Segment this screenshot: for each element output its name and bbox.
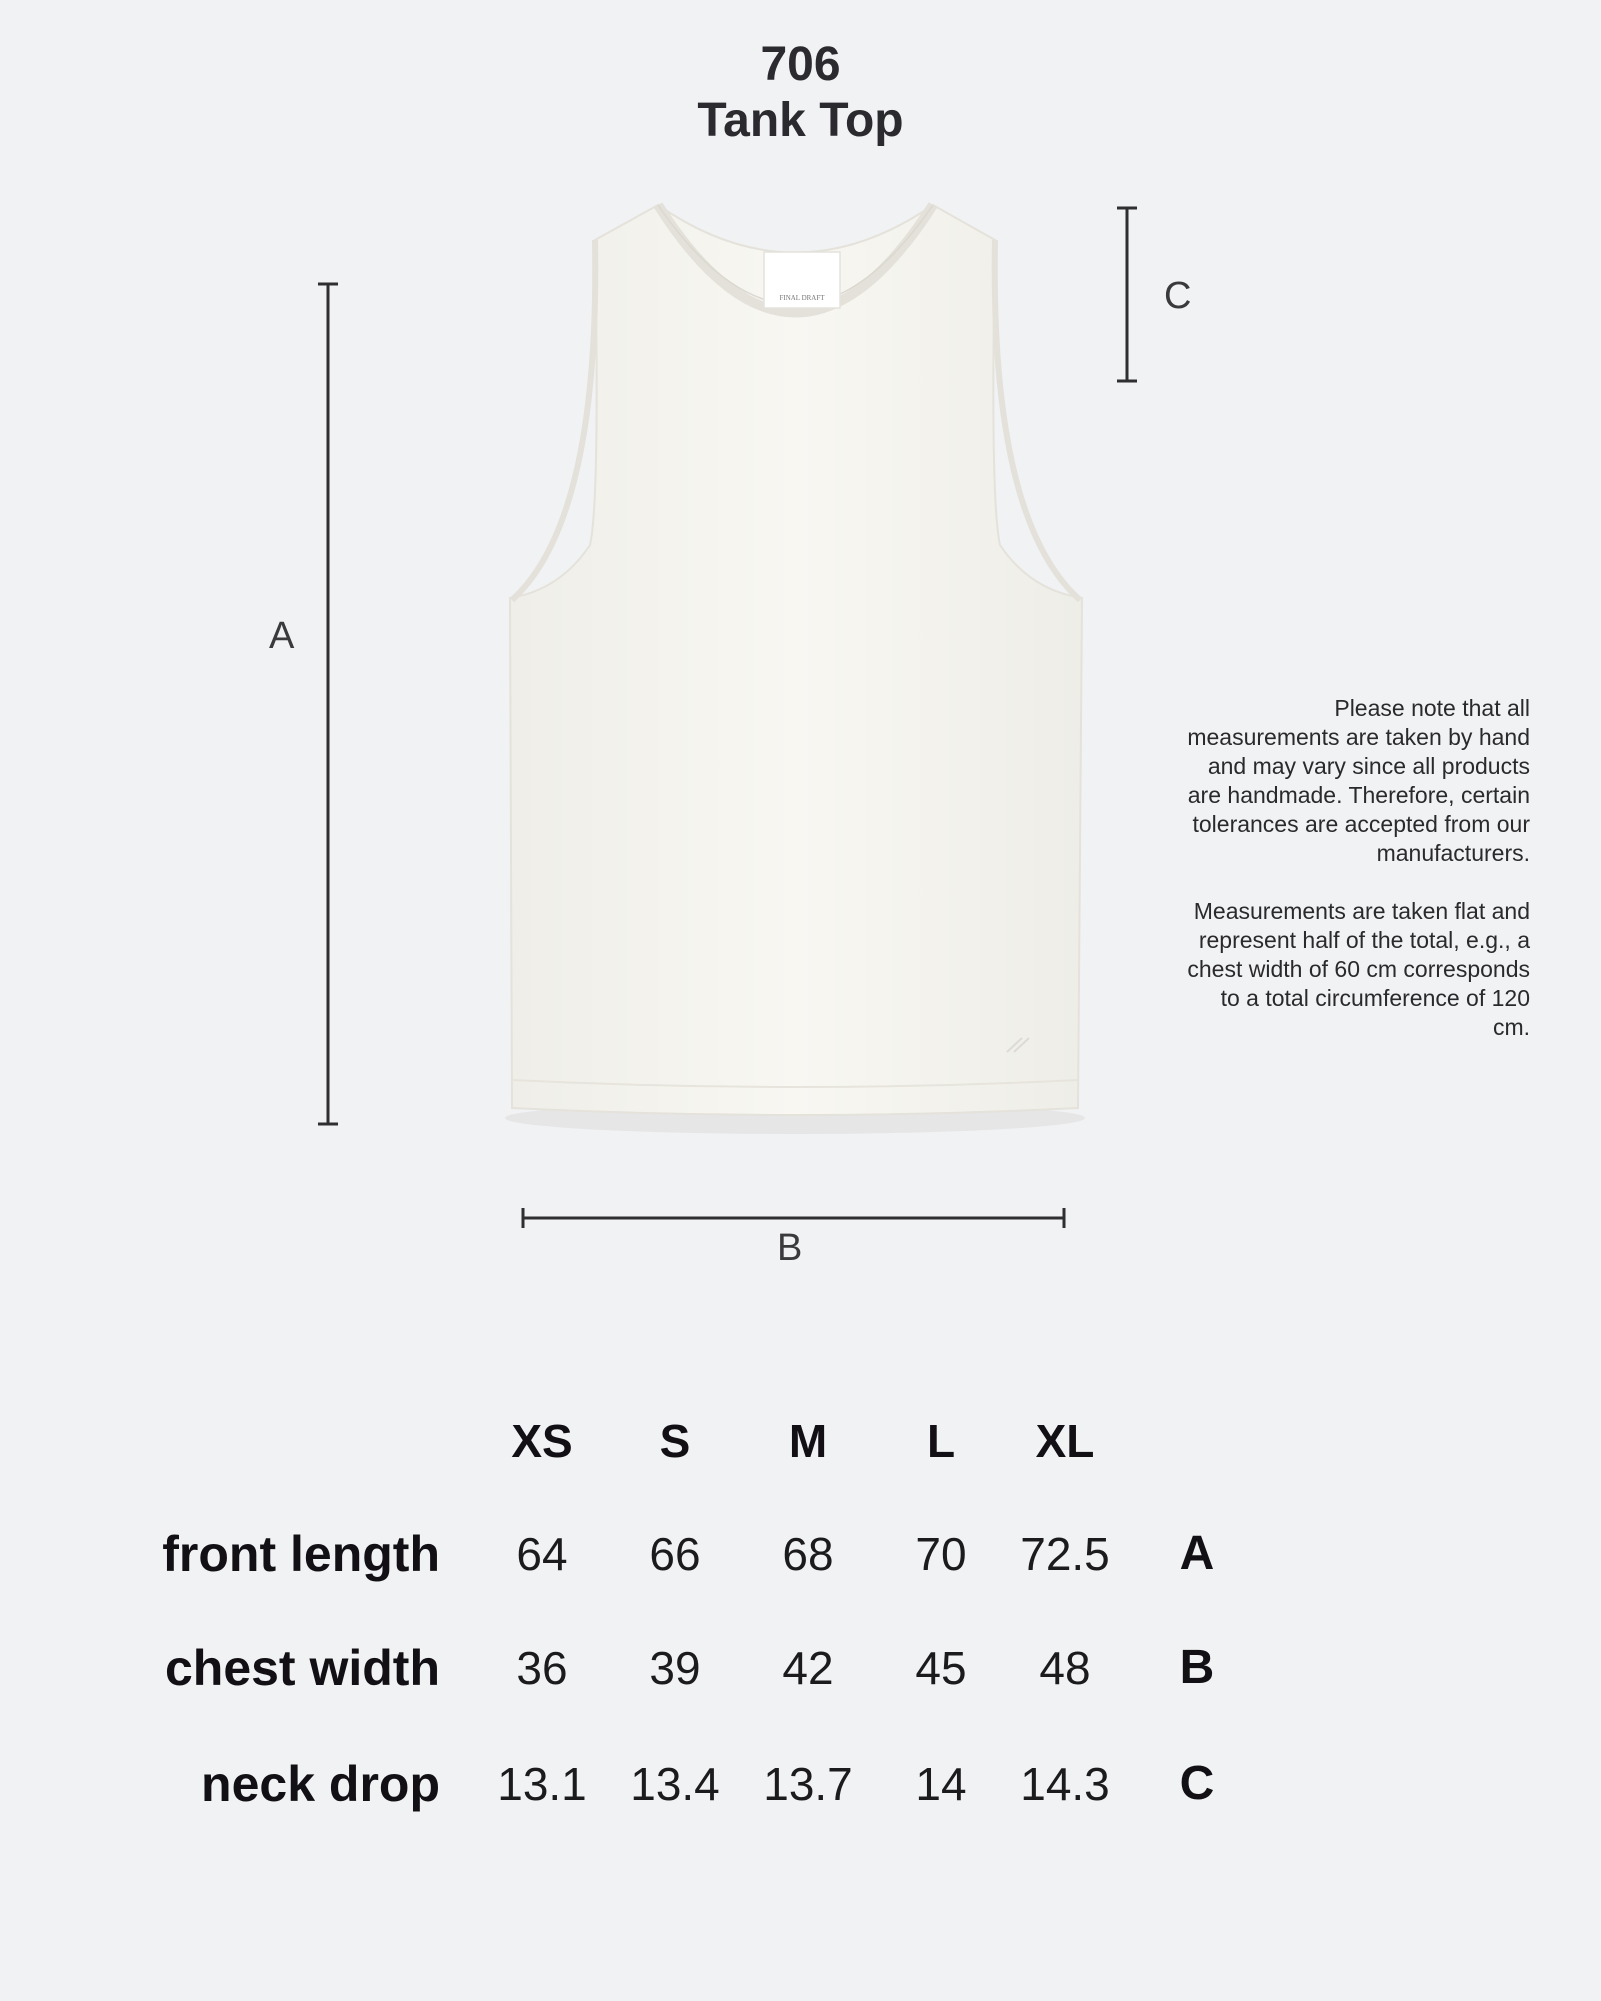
note-paragraph-2: Measurements are taken flat and represent half of the total, e.g., a chest width of 60 cm corresponds to a total circumference of 120 cm. (1187, 898, 1530, 1040)
dimension-label-b: B (777, 1227, 803, 1269)
right-armhole-binding (995, 240, 1080, 600)
row-letter-b: B (1179, 1641, 1215, 1694)
table-cell: 39 (649, 1642, 701, 1694)
table-cell: 45 (915, 1642, 967, 1694)
dimension-label-a: A (269, 615, 295, 657)
dimension-line-c (1117, 208, 1137, 381)
dimension-label-c: C (1164, 275, 1192, 317)
neck-label-text: FINAL DRAFT (779, 294, 825, 302)
table-cell: 70 (915, 1528, 967, 1580)
row-label-front-length: front length (162, 1526, 440, 1582)
table-cell: 66 (649, 1528, 701, 1580)
row-label-neck-drop: neck drop (201, 1756, 440, 1812)
size-header-xs: XS (511, 1415, 573, 1467)
left-armhole-binding (512, 240, 595, 600)
table-cell: 13.4 (630, 1758, 720, 1810)
size-header-xl: XL (1035, 1415, 1095, 1467)
row-label-chest-width: chest width (164, 1640, 440, 1696)
table-cell: 72.5 (1020, 1528, 1110, 1580)
note-paragraph-1: Please note that all measurements are taken by hand and may vary since all products are handmade. Therefore, certain tolerances are accepted from our manufacturers. (1187, 695, 1530, 866)
size-header-l: L (926, 1415, 956, 1467)
size-header-s: S (659, 1415, 691, 1467)
table-cell: 48 (1039, 1642, 1091, 1694)
table-cell: 14.3 (1020, 1758, 1110, 1810)
table-cell: 36 (516, 1642, 568, 1694)
row-letter-c: C (1179, 1757, 1215, 1810)
row-letter-a: A (1179, 1527, 1215, 1580)
table-cell: 14 (915, 1758, 967, 1810)
dimension-line-a (318, 284, 338, 1124)
table-cell: 68 (782, 1528, 834, 1580)
product-name: Tank Top (697, 94, 904, 147)
product-number: 706 (760, 38, 841, 91)
measurement-note (1180, 694, 1530, 1042)
table-cell: 13.1 (497, 1758, 587, 1810)
table-cell: 64 (516, 1528, 568, 1580)
table-cell: 42 (782, 1642, 834, 1694)
table-cell: 13.7 (763, 1758, 853, 1810)
size-header-m: M (788, 1415, 828, 1467)
dimension-line-b (523, 1208, 1064, 1228)
